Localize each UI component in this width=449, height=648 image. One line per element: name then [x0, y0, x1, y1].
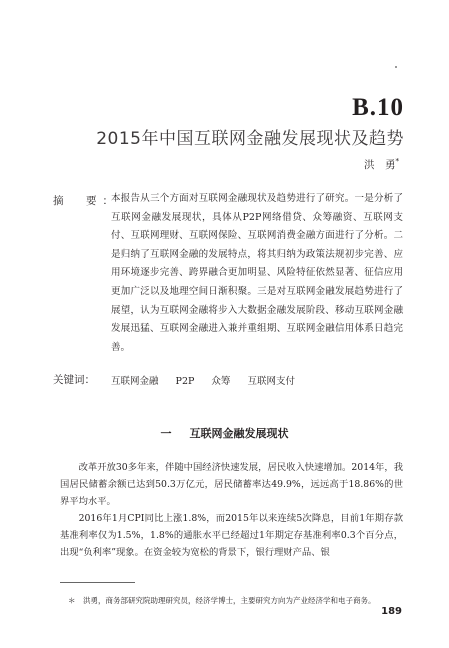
body-paragraph: 改革开放30多年来，伴随中国经济快速发展，居民收入快速增加。2014年，我国居民储蓄余额已达到50.3万亿元，居民储蓄率达49.9%，远远高于18.86%的世界平均水平。 [60, 462, 403, 507]
section-heading [0, 425, 449, 441]
keyword: 互联网金融 [111, 376, 159, 387]
body-paragraph: 2016年1月CPI同比上涨1.8%，而2015年以来连续5次降息，目前1年期存款基准利率仅为1.5%，1.8%的通胀水平已经超过1年期定存基准利率0.3个百分点，出现“负利率”现象。在资金较为宽松的背景下，银行理财产品、银 [60, 513, 403, 558]
keywords-label: 关键词： [53, 374, 95, 386]
abstract-text: 本报告从三个方面对互联网金融现状及趋势进行了研究。一是分析了互联网金融发展现状，具体从P2P网络借贷、众筹融资、互联网支付、互联网理财、互联网保险、互联网消费金融方面进行了分析。二是归纳了互联网金融的发展特点，将其归纳为政策法规初步完善、应用环境逐步完善、跨界融合更加明显、风险特征依然显著、征信应用更加广泛以及地理空间日渐积聚。三是对互联网金融发展趋势进行了展望，认为互联网金融将步入大数据金融发展阶段、移动互联网金融发展迅猛、互联网金融进入兼并重组期、互联网金融信用体系日趋完善。 [111, 193, 403, 353]
keyword: 互联网支付 [247, 376, 295, 387]
corner-mark [395, 66, 397, 68]
abstract-label: 摘 要： [53, 195, 119, 207]
keyword: P2P [175, 376, 195, 387]
keyword: 众筹 [211, 376, 231, 387]
footnote-divider [60, 582, 135, 583]
body-text [60, 459, 403, 561]
author-name: 洪 勇 [364, 159, 396, 171]
keywords-list [111, 373, 309, 387]
section-title: 互联网金融发展现状 [189, 427, 289, 440]
author [364, 157, 399, 172]
page-number: 189 [381, 606, 402, 617]
chapter-title: 2015年中国互联网金融发展现状及趋势 [96, 129, 404, 149]
chapter-number: B.10 [352, 94, 404, 121]
author-footnote-mark: * [395, 157, 399, 166]
section-number: 一 [160, 427, 172, 440]
footnote: ＊ 洪勇，商务部研究院助理研究员，经济学博士，主要研究方向为产业经济学和电子商务。 [68, 596, 376, 605]
